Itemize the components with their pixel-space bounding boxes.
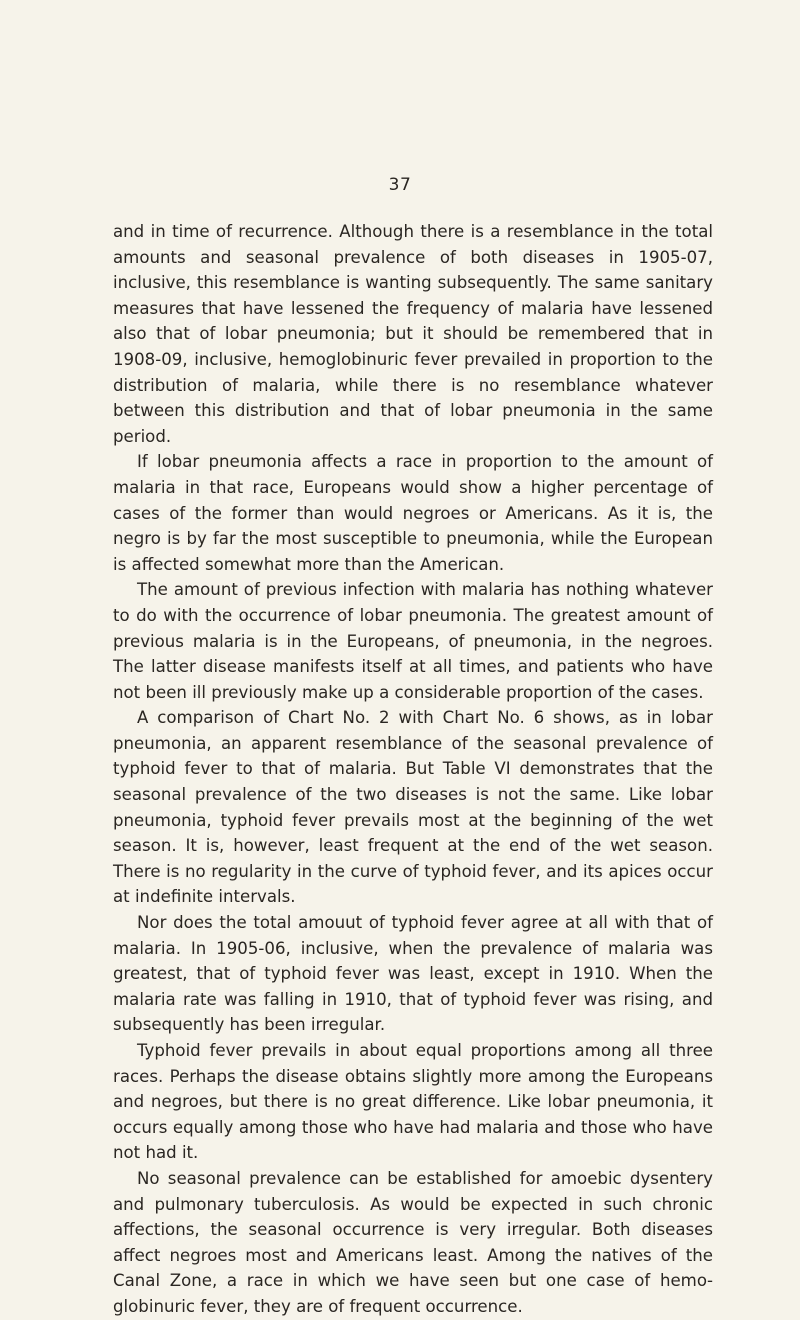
paragraph-continuation: and in time of recurrence. Although there is a resemblance in the total amounts and seasonal prevalence of both diseases in 1905-07, inclusive, this resemblance is wanting subsequently. The same sanitary measures that have lessened the frequency of malaria have lessened also that of lobar pneumonia; but it should be remembered that in 1908-09, inclusive, hemoglobinuric fever prevailed in proportion to the distribution of malaria, while there is no resemblance whatever between this distribution and that of lobar pneumonia in the same period. [113,222,713,446]
paragraph-race-proportion: If lobar pneumonia affects a race in proportion to the amount of malaria in that race, Europeans would show a higher percentage of cases of the former than would negroes or Americans. As it is, the negro is by far the most susceptible to pneumonia, while the European is affected somewhat more than the American. [113,452,713,574]
paragraph-dysentery-tuberculosis: No seasonal prevalence can be established for amoebic dysentery and pulmonary tuberculosis. As would be expected in such chronic affections, the seasonal occurrence is very irregular. Both diseases affect negroes most and Americans least. Among the natives of the Canal Zone, a race in which we have seen but one case of hemoglobinuric fever, they are of frequent occurrence. [113,1168,713,1316]
paragraph-typhoid-races: Typhoid fever prevails in about equal proportions among all three races. Perhaps the disease obtains slightly more among the Europeans and negroes, but there is no great difference. Like lobar pneumonia, it occurs equally among those who have had malaria and those who have not had it. [113,1041,713,1163]
paragraph-typhoid-totals: Nor does the total amouut of typhoid fever agree at all with that of malaria. In 1905-06, inclusive, when the prevalence of malaria was greatest, that of typhoid fever was least, except in 1910. When the malaria rate was falling in 1910, that of typhoid fever was rising, and subsequently has been irregular. [113,913,713,1035]
paragraph-chart-comparison: A comparison of Chart No. 2 with Chart No. 6 shows, as in lobar pneumonia, an apparent resemblance of the seasonal prevalence of typhoid fever to that of malaria. But Table VI demonstrates that the seasonal prevalence of the two diseases is not the same. Like lobar pneumonia, typhoid fever prevails most at the beginning of the wet season. It is, however, least frequent at the end of the wet season. There is no regularity in the curve of typhoid fever, and its apices occur at indefinite intervals. [113,708,713,907]
paragraph-previous-infection: The amount of previous infection with malaria has nothing whatever to do with the occurrence of lobar pneumonia. The greatest amount of previous malaria is in the Europeans, of pneumonia, in the negroes. The latter disease manifests itself at all times, and patients who have not been ill previously make up a considerable proportion of the cases. [113,580,713,702]
body-text [113,219,713,1320]
page-number: 37 [388,175,412,195]
